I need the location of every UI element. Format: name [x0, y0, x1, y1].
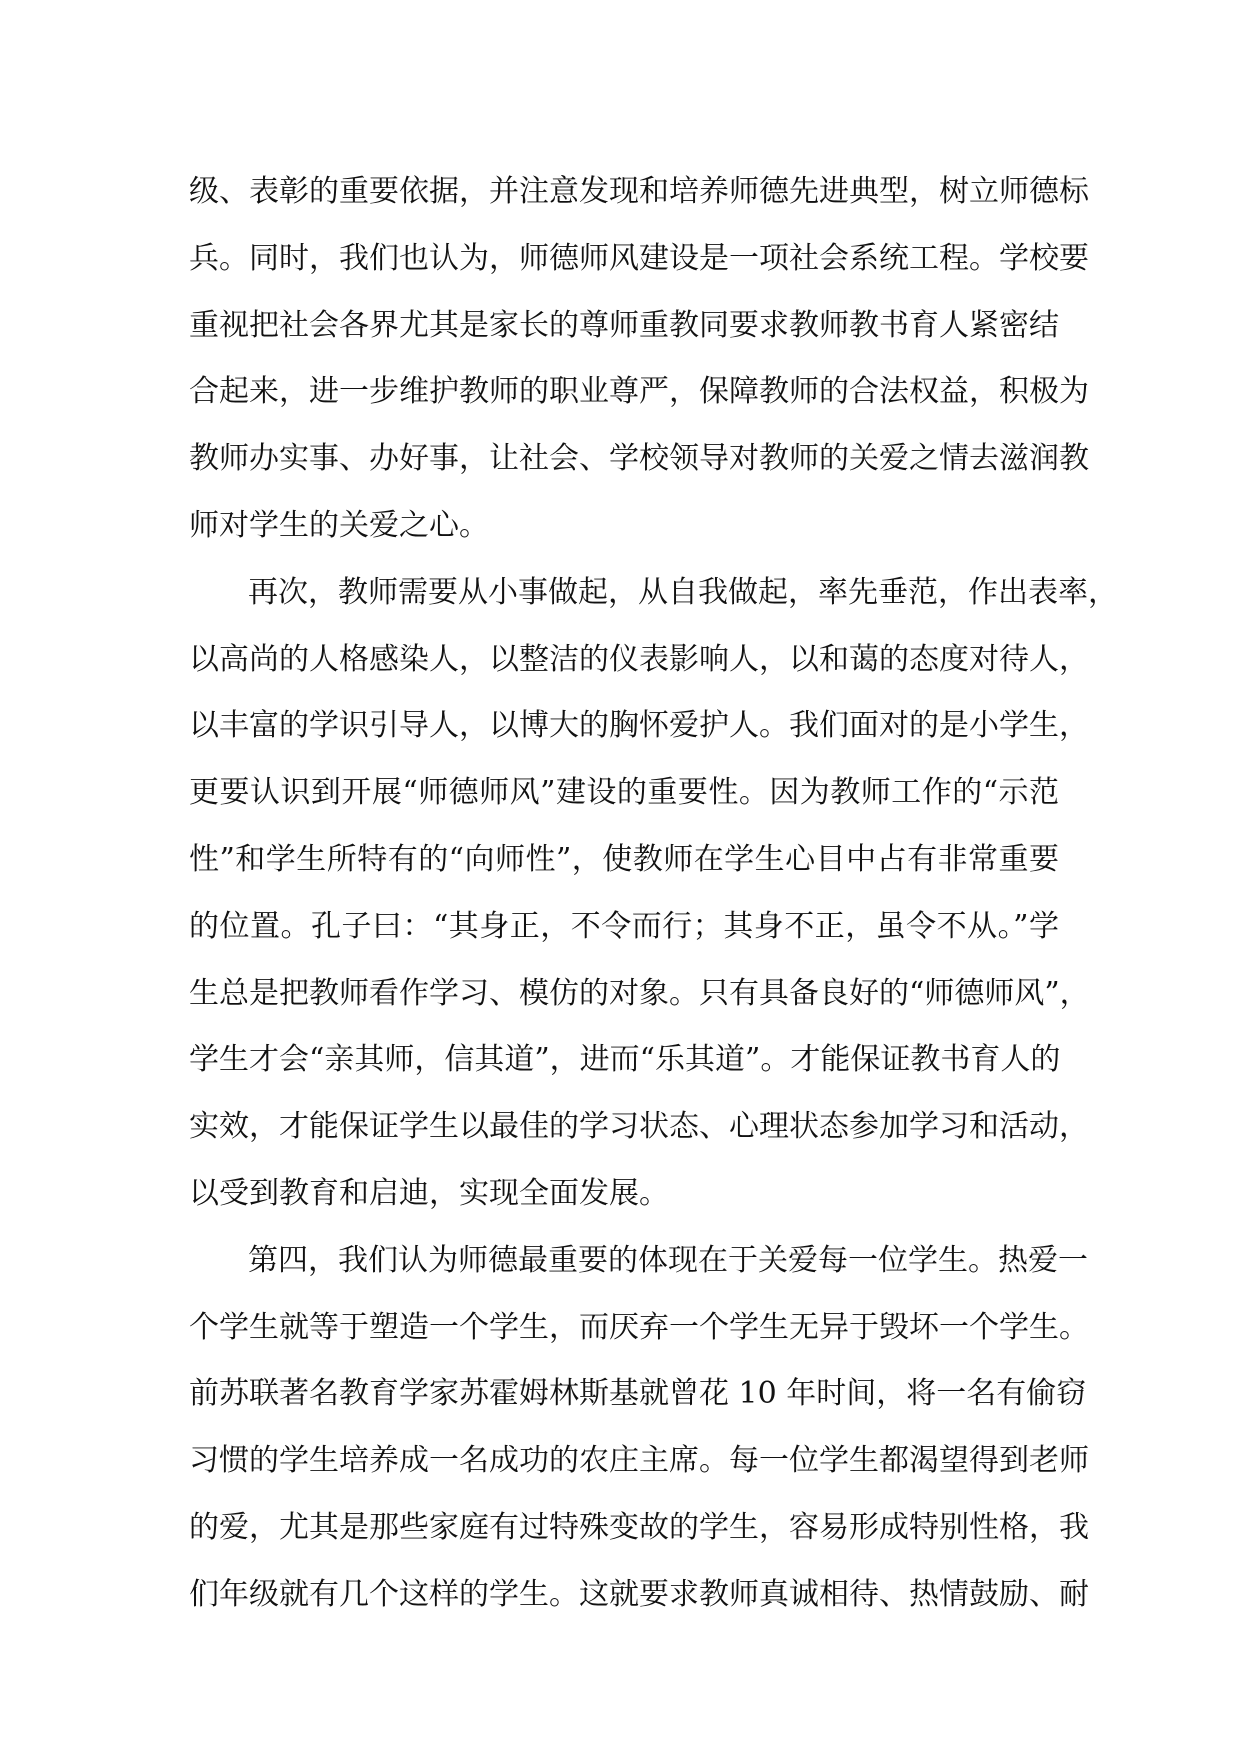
text-line: 教师办实事、办好事，让社会、学校领导对教师的关爱之情去滋润教	[189, 441, 1089, 477]
text-line: 性”和学生所特有的“向师性”，使教师在学生心目中占有非常重要	[189, 841, 1059, 877]
text-line: 师对学生的关爱之心。	[189, 507, 489, 543]
text-line: 前苏联著名教育学家苏霍姆林斯基就曾花 10 年时间，将一名有偷窃	[189, 1376, 1087, 1412]
text-line: 级、表彰的重要依据，并注意发现和培养师德先进典型，树立师德标	[189, 174, 1089, 209]
text-line: 以受到教育和启迪，实现全面发展。	[189, 1175, 669, 1211]
text-line: 习惯的学生培养成一名成功的农庄主席。每一位学生都渴望得到老师	[189, 1443, 1089, 1479]
text-line: 实效，才能保证学生以最佳的学习状态、心理状态参加学习和活动，	[189, 1109, 1089, 1145]
text-line: 生总是把教师看作学习、模仿的对象。只有具备良好的“师德师风”，	[189, 975, 1090, 1011]
text-line: 更要认识到开展“师德师风”建设的重要性。因为教师工作的“示范	[189, 775, 1059, 811]
text-line: 个学生就等于塑造一个学生，而厌弃一个学生无异于毁坏一个学生。	[189, 1309, 1089, 1345]
body-text	[189, 159, 1118, 1629]
text-line: 的爱，尤其是那些家庭有过特殊变故的学生，容易形成特别性格，我	[189, 1509, 1089, 1545]
paragraph-first-line: 第四，我们认为师德最重要的体现在于关爱每一位学生。热爱一	[248, 1242, 1088, 1278]
text-line: 学生才会“亲其师，信其道”，进而“乐其道”。才能保证教书育人的	[189, 1042, 1061, 1078]
text-line: 以高尚的人格感染人，以整洁的仪表影响人，以和蔼的态度对待人，	[189, 641, 1089, 677]
text-line: 兵。同时，我们也认为，师德师风建设是一项社会系统工程。学校要	[189, 240, 1089, 276]
text-line: 们年级就有几个这样的学生。这就要求教师真诚相待、热情鼓励、耐	[189, 1576, 1089, 1612]
paragraph-first-line: 再次，教师需要从小事做起，从自我做起，率先垂范，作出表率，	[248, 574, 1118, 610]
text-line: 合起来，进一步维护教师的职业尊严，保障教师的合法权益，积极为	[189, 374, 1089, 410]
text-line: 以丰富的学识引导人，以博大的胸怀爱护人。我们面对的是小学生，	[189, 708, 1089, 744]
text-line: 的位置。孔子曰：“其身正，不令而行；其身不正，虽令不从。”学	[189, 908, 1059, 944]
text-line: 重视把社会各界尤其是家长的尊师重教同要求教师教书育人紧密结	[189, 307, 1059, 343]
